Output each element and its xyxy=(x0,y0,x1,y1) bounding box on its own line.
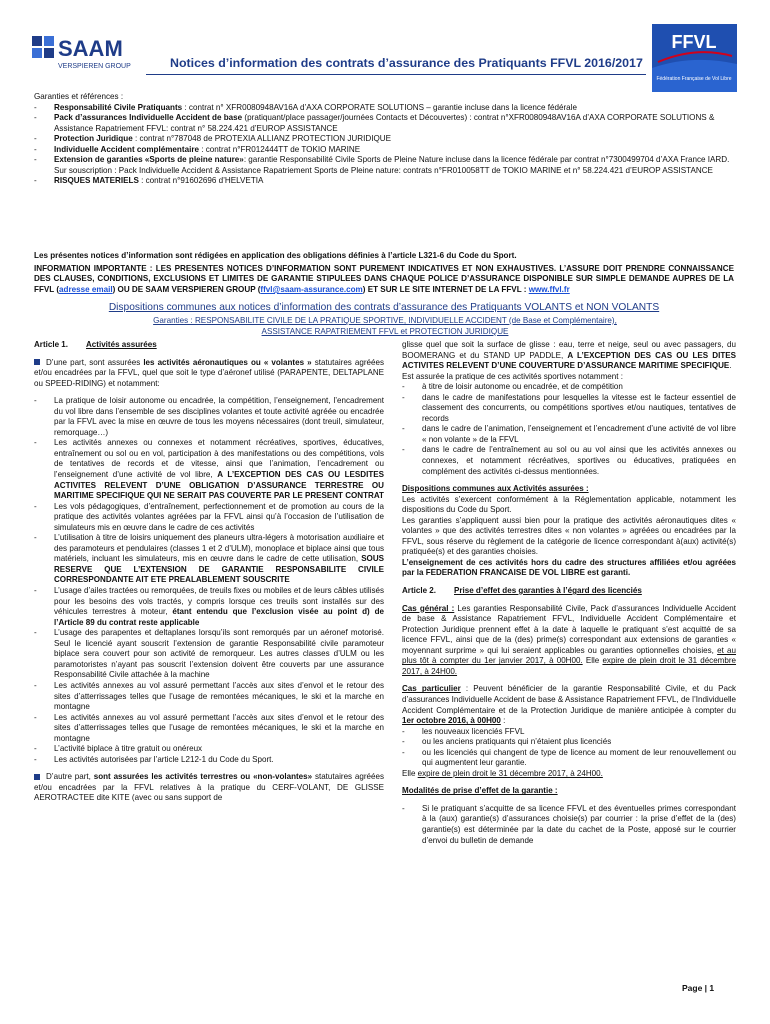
ground-activities-intro: D’autre part, sont assurées les activités terrestres ou «non-volantes» statutaires agréées et/ou encadrées par la FFVL relatives à la pratique du CERF-VOLANT, DE GLISSE AEROTRACTEE dite KITE (avec ou sans support de xyxy=(34,772,384,803)
left-column xyxy=(34,340,384,804)
saam-logo-sub: VERSPIEREN GROUP xyxy=(58,63,131,70)
effect-modalities-heading: Modalités de prise d’effet de la garantie : xyxy=(402,786,558,796)
refs-list xyxy=(34,103,734,187)
list-item: - à titre de loisir autonome ou encadrée, et de compétition xyxy=(402,382,736,393)
list-item: - Les vols pédagogiques, d’entraînement, perfectionnement et de promotion au cours de la pratique des activités volantes agréées par la FFVL ainsi qu’à l’occasion de l’utilisation de simulateurs mis en œuvre dans le cadre de ces activités xyxy=(34,502,384,534)
effect-modalities-list xyxy=(402,804,736,846)
square-bullet-icon xyxy=(34,774,40,780)
refs-heading: Garanties et références : xyxy=(34,92,124,101)
list-item: - Pack d’assurances Individuelle Accident de base (pratiquant/place passager/journées Contacts et Découvertes) : contrat n°XFR0080948AV16A d’AXA CORPORATE SOLUTIONS & Assistance Rapatriement FFVL: contrat n° 58.224.421 d’EUROP ASSISTANCE xyxy=(34,113,734,134)
guarantees-references xyxy=(34,92,734,187)
saam-logo-graphic xyxy=(30,28,140,78)
saam-email-link[interactable]: ffvl@saam-assurance.com xyxy=(260,284,363,294)
intro-warning: INFORMATION IMPORTANTE : LES PRESENTES NOTICES D’INFORMATION SONT PUREMENT INDICATIVES ET NON EXHAUSTIVES. L’ASSURE DOIT PRENDRE CONNAISSANCE DES CLAUSES, CONDITIONS, EXCLUSIONS ET LIMITES DE GARANTIE STIPULEES DANS CHAQUE POLICE D’ASSURANCE DISPONIBLE SUR SIMPLE DEMANDE AUPRES DE LA FFVL (adresse email) OU DE SAAM VERSPIEREN GROUP (ffvl@saam-assurance.com) ET SUR LE SITE INTERNET DE LA FFVL : www.ffvl.fr xyxy=(34,263,734,294)
ground-activities-list xyxy=(402,382,736,477)
ffvl-website-link[interactable]: www.ffvl.fr xyxy=(528,284,570,294)
list-item: - ou les anciens pratiquants qui n’étaient plus licenciés xyxy=(402,737,736,748)
list-item: - Extension de garanties «Sports de pleine nature»: garantie Responsabilité Civile Sports de Pleine Nature incluse dans la licence fédérale par contrat n°7300499704 d’AXA France IARD. Sur souscription : Pack Individuelle Accident & Assistance Rapatriement Sports de Pleine nature: contrats n°FR010058TT de TOKIO MARINE et n° 58.224.421 d’EUROP ASSISTANCE xyxy=(34,155,734,176)
list-item: - Les activités annexes au vol assuré permettant l’accès aux sites d’envol et le retour des sites d’atterrissages telles que l’usage de remontées mécaniques, le ski et la marche en montagne xyxy=(34,713,384,745)
general-case: Cas général : Les garanties Responsabilité Civile, Pack d’assurances Individuelle Accident de base & Assistance Rapatriement FFVL, Individuelle Accident Complémentaire et Protection Juridique prennent effet à la date à laquelle le pratiquant s’est acquitté de sa licence FFVL, ainsi que de la (des) prime(s) correspondant aux extensions de garanties « moyennant surprime » qui lui seraient applicables ou garanties optionnelles choisies, et au plus tôt à compter du 1er janvier 2017, à 00H00. Elle expire de plein droit le 31 décembre 2017, à 24H00. xyxy=(402,603,737,676)
ffvl-logo-sub: Fédération Française de Vol Libre xyxy=(656,76,732,82)
ground-activities-continued: glisse quel que soit la surface de glisse : eau, terre et neige, seul ou avec passagers, du BOOMERANG et du STAND UP PADDLE, A L’EXCEPTION DES CAS OU LES DITES ACTIVITES RELEVENT D’UNE COUVERTURE D’ASSURANCE MARITIME SPECIFIQUE. xyxy=(402,340,737,371)
common-provisions-heading: Dispositions communes aux Activités assurées : xyxy=(402,484,589,494)
list-item: - Les activités autorisées par l’article L212-1 du Code du Sport. xyxy=(34,755,384,766)
article-2-heading: Article 2. Prise d’effet des garanties à l’égard des licenciés xyxy=(402,586,642,596)
special-case: Cas particulier : Peuvent bénéficier de la garantie Responsabilité Civile, et du Pack d’assurances Individuelle Accident de base & Assistance Rapatriement FFVL, de l’Individuelle Accident Complémentaire et de la Protection Juridique de manière anticipée à compter du 1er octobre 2016, à 00H00 : xyxy=(402,684,736,726)
saam-logo-text: SAAM xyxy=(58,36,123,61)
important-information xyxy=(34,251,734,297)
list-item: - dans le cadre de l’entraînement au sol ou au vol ainsi que les activités annexes ou connexes, et notamment récréatives, sportives ou éducatives, pratiquées en complément des activités ci-dessus mentionnées. xyxy=(402,445,736,477)
document-title: Notices d’information des contrats d’assurance des Pratiquants FFVL 2016/2017 xyxy=(170,56,643,70)
right-column xyxy=(402,340,736,846)
article-1-heading: Article 1. Activités assurées xyxy=(34,340,157,349)
title-separator xyxy=(146,74,646,75)
list-item: - dans le cadre de l’animation, l’enseignement et l’encadrement d’une activité de vol libre « non volante » de la FFVL xyxy=(402,424,736,445)
list-item: - ou les licenciés qui changent de type de licence au moment de leur renouvellement ou qui augmentent leur garantie. xyxy=(402,748,736,769)
list-item: - Responsabilité Civile Pratiquants : contrat n° XFR0080948AV16A d’AXA CORPORATE SOLUTIONS – garantie incluse dans la licence fédérale xyxy=(34,103,734,114)
section-subtitle: Garanties : RESPONSABILITE CIVILE DE LA PRATIQUE SPORTIVE, INDIVIDUELLE ACCIDENT (de Base et Complémentaire), ASSISTANCE RAPATRIEMENT FFVL et PROTECTION JURIDIQUE xyxy=(153,316,617,336)
list-item: - RISQUES MATERIELS : contrat n°91602696 d’HELVETIA xyxy=(34,176,734,187)
list-item: - les nouveaux licenciés FFVL xyxy=(402,727,736,738)
common-provisions-p1: Les activités s’exercent conformément à la Réglementation applicable, notamment les dispositions du Code du Sport. xyxy=(402,494,736,515)
list-item: - La pratique de loisir autonome ou encadrée, la compétition, l’enseignement, l’encadrement du vol libre dans l’ensemble de ses disciplines volantes et toute activité agréée ou encadrée par la FFVL avec la mise en œuvre de tous les moyens nécessaires (dont treuil, simulateur, remorquage…) xyxy=(34,396,384,438)
list-item: - Protection Juridique : contrat n°787048 de PROTEXIA ALLIANZ PROTECTION JURIDIQUE xyxy=(34,134,734,145)
list-item: - L’utilisation à titre de loisirs uniquement des planeurs ultra-légers à motorisation auxiliaire et des paramoteurs et pendulaires (classes 1 et 2 d’ULM), monoplace et biplace ainsi que tous matériels, incluant les simulateurs, mis en œuvre dans le cadre de cette utilisation, SOUS RESERVE QUE L’EXTENSION DE GARANTIE RESPONSABILITE CIVILE CORRESPONDANTE AIT ETE PREALABLEMENT SOUSCRITE xyxy=(34,533,384,586)
list-item: - Les activités annexes au vol assuré permettant l’accès aux sites d’envol et le retour des sites d’atterrissages telles que l’usage de remontées mécaniques, le ski et la marche en montagne xyxy=(34,681,384,713)
special-case-list xyxy=(402,727,736,769)
special-case-expiry: Elle expire de plein droit le 31 décembre 2017, à 24H00. xyxy=(402,768,603,778)
ffvl-logo-text: FFVL xyxy=(671,32,717,52)
flying-activities-list xyxy=(34,396,384,765)
email-link[interactable]: adresse email xyxy=(59,284,113,294)
common-provisions-p2: Les garanties s’appliquent aussi bien pour la pratique des activités aéronautiques dites « volantes » que des activités terrestres dites « non volantes » agréées ou encadrées par la FFVL, sous réserve du règlement de la catégorie de licence correspondant à(aux) activité(s) pratiquée(s) et des garanties choisies. xyxy=(402,515,736,557)
list-item: - dans le cadre de manifestations pour lesquelles la vitesse est le facteur essentiel de classement des concurrents, ou compétitions sportives et/ou nautiques, tentatives de records xyxy=(402,393,736,425)
article-1-intro: D’une part, sont assurées les activités aéronautiques ou « volantes » statutaires agréées et/ou encadrées par la FFVL, quel que soit le type d’aéronef utilisé (PARAPENTE, DELTAPLANE ou SPEED-RIDING) et notamment: xyxy=(34,357,384,388)
common-provisions-p3: L’enseignement de ces activités hors du cadre des structures affiliées et/ou agréées par la FEDERATION FRANCAISE DE VOL LIBRE est garanti. xyxy=(402,557,736,578)
list-item: - L’usage d’ailes tractées ou remorquées, de treuils fixes ou mobiles et de leurs câbles utilisés pour les besoins des vols tractés, y compris lorsque ces treuils sont installés sur des véhicules terrestres à moteur, étant entendu que l’exclusion visée au point d) de l’Article 89 du contrat reste applicable xyxy=(34,586,384,628)
sports-practice-intro: Est assurée la pratique de ces activités sportives notamment : xyxy=(402,371,623,381)
list-item: - Les activités annexes ou connexes et notamment récréatives, sportives, éducatives, entraînement ou sol ou en vol, participation à des manifestations ou des compétitions, vols de tentatives de records et de vitesse, ainsi que l’animation, l’encadrement ou l’enseignement d’une activité de vol libre, A L’EXCEPTION DES CAS OU LESDITES ACTIVITES RELEVENT D’UNE OBLIGATION D’ASSURANCE TERRESTRE OU MARITIME SPECIFIQUE QUI NE SERAIT PAS COUVERTE PAR LE PRESENT CONTRAT xyxy=(34,438,384,501)
section-title: Dispositions communes aux notices d’information des contrats d’assurance des Pratiquants VOLANTS et NON VOLANTS xyxy=(108,302,660,313)
list-item: - Si le pratiquant s’acquitte de sa licence FFVL et des éventuelles primes correspondant à la (aux) garantie(s) d’assurances choisie(s) par courrier : la prise d’effet de la (des) garantie(s) est déterminée par la date du cachet de la Poste, apposé sur le courrier d’envoi du bulletin de demande xyxy=(402,804,736,846)
ffvl-logo xyxy=(652,24,737,92)
list-item: - Individuelle Accident complémentaire : contrat n°FR012444TT de TOKIO MARINE xyxy=(34,145,734,156)
list-item: - L’usage des parapentes et deltaplanes lorsqu’ils sont remorqués par un aéronef motorisé. Seul le licencié ayant souscrit l’extension de garantie Responsabilité civile paramoteur biplace sera couvert pour son activité de remorqueur. Les autres classes d’ULM ou les paramotoristes n’ayant pas souscrit l’extension doivent être couverts par une assurance Responsabilité Civile attachée à la machine xyxy=(34,628,384,681)
square-bullet-icon xyxy=(34,359,40,365)
saam-logo xyxy=(30,28,140,78)
intro-paragraph: Les présentes notices d’information sont rédigées en application des obligations définies à l’article L321-6 du Code du Sport. xyxy=(34,251,517,260)
list-item: - L’activité biplace à titre gratuit ou onéreux xyxy=(34,744,384,755)
page-number: Page | 1 xyxy=(682,983,715,993)
ffvl-logo-graphic xyxy=(652,24,737,92)
